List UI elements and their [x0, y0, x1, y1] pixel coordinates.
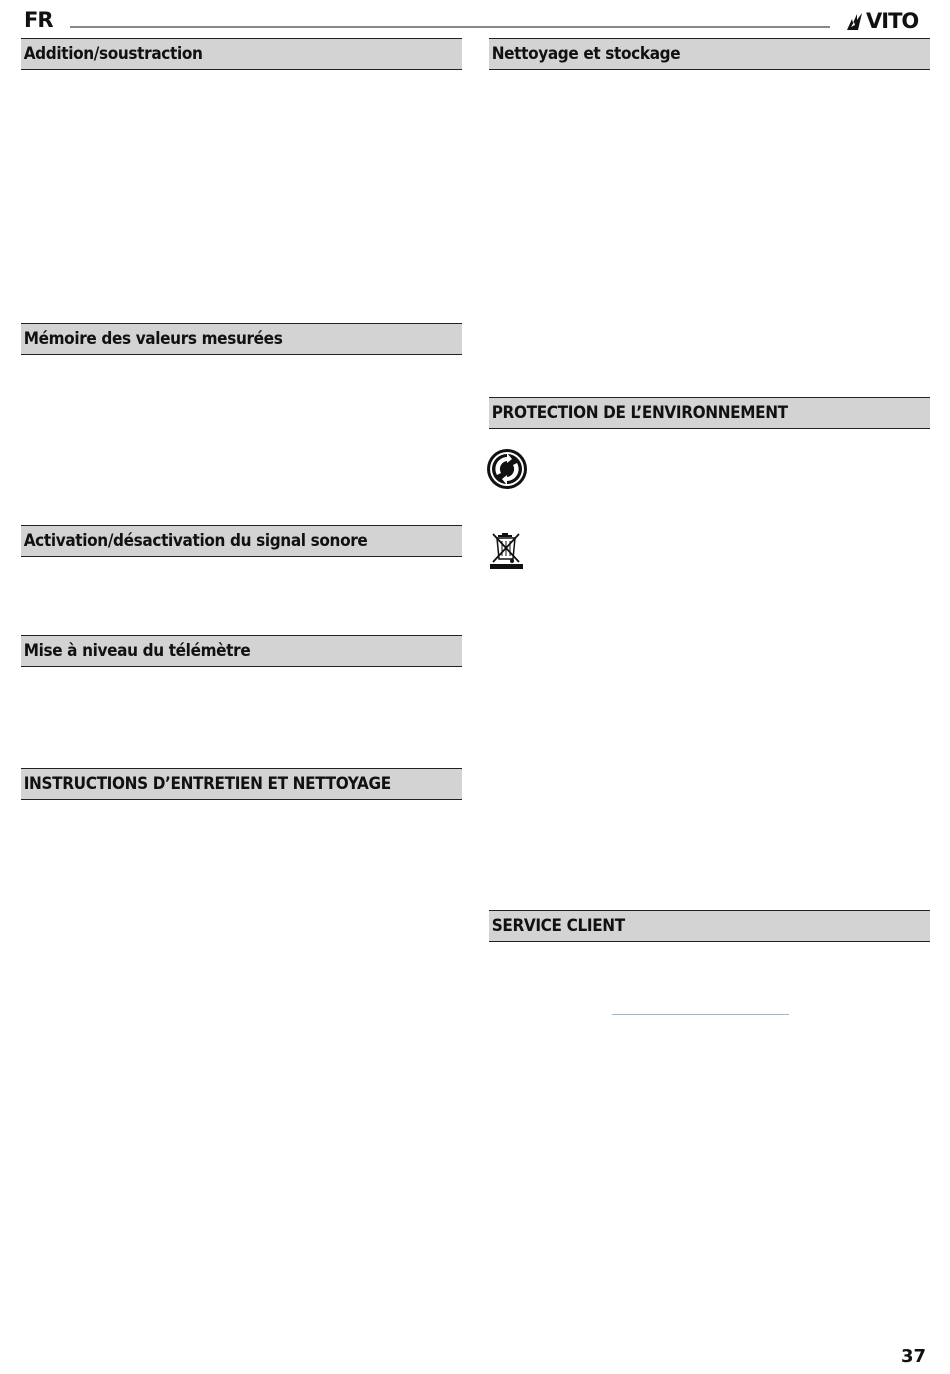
customer-service-link-underline[interactable] — [612, 1014, 789, 1015]
section-mise-a-niveau — [21, 635, 462, 667]
section-service-client — [489, 910, 930, 942]
section-title: INSTRUCTIONS D’ENTRETIEN ET NETTOYAGE — [23, 774, 391, 794]
section-title: Mise à niveau du télémètre — [23, 641, 251, 661]
section-title: SERVICE CLIENT — [491, 916, 625, 936]
section-signal-sonore — [21, 525, 462, 557]
language-code: FR — [24, 8, 53, 32]
section-addition-soustraction — [21, 38, 462, 70]
brand-logo — [845, 8, 929, 34]
flame-icon — [845, 11, 865, 31]
section-protection-environnement — [489, 397, 930, 429]
page-number: 37 — [900, 1346, 926, 1367]
section-nettoyage-stockage — [489, 38, 930, 70]
section-title: Nettoyage et stockage — [491, 44, 681, 64]
section-title: Mémoire des valeurs mesurées — [23, 329, 283, 349]
green-dot-recycling-icon — [486, 448, 528, 490]
section-title: Activation/désactivation du signal sonore — [23, 531, 368, 551]
section-memoire-valeurs — [21, 323, 462, 355]
section-title: Addition/soustraction — [23, 44, 203, 64]
crossed-out-bin-weee-icon — [488, 531, 524, 571]
section-instructions-entretien — [21, 768, 462, 800]
header-rule — [70, 26, 830, 28]
section-title: PROTECTION DE L’ENVIRONNEMENT — [491, 403, 788, 423]
brand-name: VITO — [866, 9, 919, 33]
